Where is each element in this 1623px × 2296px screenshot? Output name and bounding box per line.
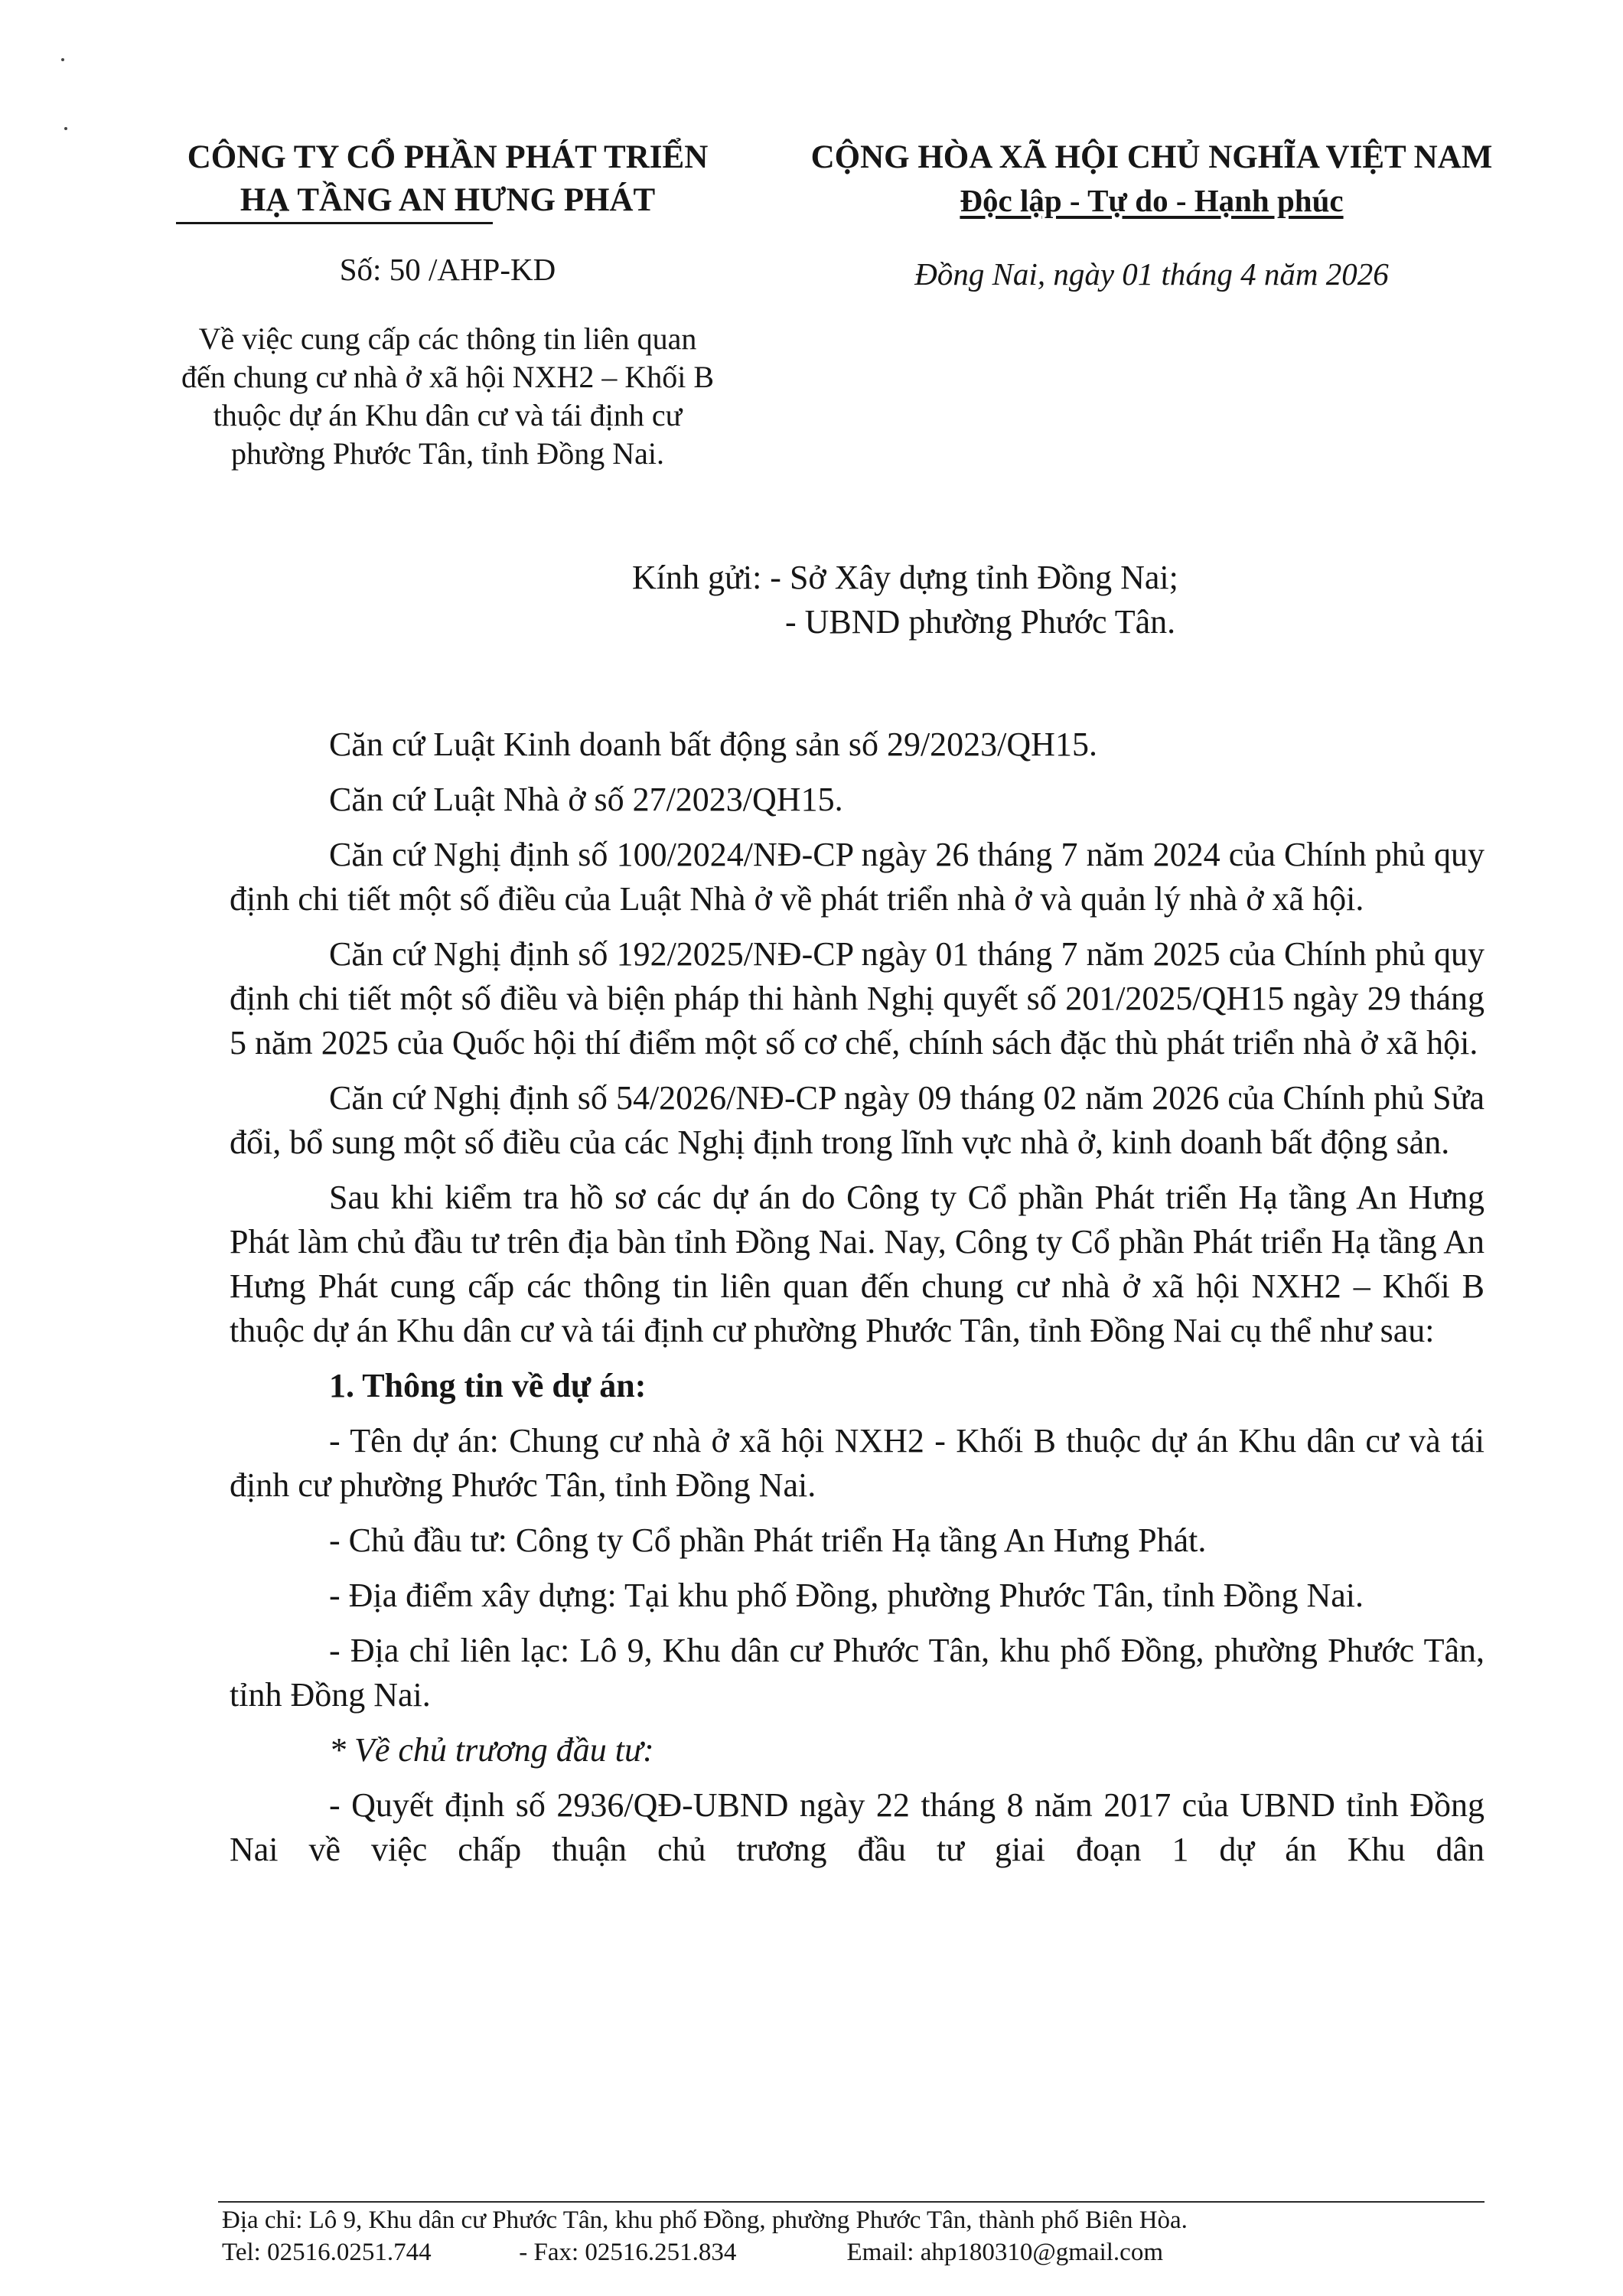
section-heading: 1. Thông tin về dự án: [329,1367,647,1404]
bullet-item: - Địa điểm xây dựng: Tại khu phố Đồng, phường Phước Tân, tỉnh Đồng Nai. [329,1577,1364,1614]
bullet-item: - Chủ đầu tư: Công ty Cổ phần Phát triển Hạ tầng An Hưng Phát. [329,1521,1207,1559]
country-name: CỘNG HÒA XÃ HỘI CHỦ NGHĨA VIỆT NAM [810,139,1493,175]
subject-line: phường Phước Tân, tỉnh Đồng Nai. [231,436,664,471]
document-date: Đồng Nai, ngày 01 tháng 4 năm 2026 [914,256,1389,292]
scan-speck [64,127,67,130]
company-name-line2: HẠ TẦNG AN HƯNG PHÁT [240,182,656,218]
national-motto: Độc lập - Tự do - Hạnh phúc [960,183,1344,218]
recipients-label: Kính gửi: [632,559,762,596]
footer-fax: - Fax: 02516.251.834 [519,2239,737,2266]
body-paragraph: Căn cứ Nghị định số 54/2026/NĐ-CP ngày 09 tháng 02 năm 2026 của Chính phủ Sửa đổi, bổ sung một số điều của các Nghị định trong lĩnh vực nhà ở, kinh doanh bất động sản. [230,1079,1484,1161]
document-subject [115,320,781,473]
company-underline [176,222,493,224]
body-paragraph: Căn cứ Nghị định số 100/2024/NĐ-CP ngày 26 tháng 7 năm 2024 của Chính phủ quy định chi tiết một số điều của Luật Nhà ở về phát triển nhà ở và quản lý nhà ở xã hội. [230,836,1484,918]
footer-tel: Tel: 02516.0251.744 [222,2239,432,2266]
footer [222,2204,1492,2268]
document-number: Số: 50 /AHP-KD [339,252,556,287]
body-paragraph: Căn cứ Luật Kinh doanh bất động sản số 29/2023/QH15. [329,726,1097,763]
scan-speck [61,58,64,61]
company-name-line1: CÔNG TY CỔ PHẦN PHÁT TRIỂN [187,139,709,175]
footer-address: Địa chỉ: Lô 9, Khu dân cư Phước Tân, khu phố Đồng, phường Phước Tân, thành phố Biên Hòa. [222,2206,1188,2234]
body-paragraph: Căn cứ Nghị định số 192/2025/NĐ-CP ngày 01 tháng 7 năm 2025 của Chính phủ quy định chi tiết một số điều và biện pháp thi hành Nghị quyết số 201/2025/QH15 ngày 29 tháng 5 năm 2025 của Quốc hội thí điểm một số cơ chế, chính sách đặc thù phát triển nhà ở xã hội. [230,935,1484,1062]
body-paragraph: Sau khi kiểm tra hồ sơ các dự án do Công ty Cổ phần Phát triển Hạ tầng An Hưng Phát làm chủ đầu tư trên địa bàn tỉnh Đồng Nai. Nay, Công ty Cổ phần Phát triển Hạ tầng An Hưng Phát cung cấp các thông tin liên quan đến chung cư nhà ở xã hội NXH2 – Khối B thuộc dự án Khu dân cư và tái định cư phường Phước Tân, tỉnh Đồng Nai cụ thể như sau: [230,1179,1484,1349]
company-block [115,136,781,291]
subject-line: thuộc dự án Khu dân cư và tái định cư [213,398,683,432]
recipient-item: - Sở Xây dựng tỉnh Đồng Nai; [770,559,1178,596]
subject-line: Về việc cung cấp các thông tin liên quan [198,321,697,356]
document-body [230,722,1484,1883]
sub-heading: * Về chủ trương đầu tư: [329,1731,654,1769]
footer-divider [218,2201,1484,2203]
bullet-item: - Địa chỉ liên lạc: Lô 9, Khu dân cư Phước Tân, khu phố Đồng, phường Phước Tân, tỉnh Đồng Nai. [230,1632,1484,1714]
recipient-item: - UBND phường Phước Tân. [785,603,1176,641]
national-heading [773,136,1530,295]
bullet-item: - Quyết định số 2936/QĐ-UBND ngày 22 tháng 8 năm 2017 của UBND tỉnh Đồng Nai về việc chấp thuận chủ trương đầu tư giai đoạn 1 dự án Khu dân [230,1786,1484,1868]
subject-line: đến chung cư nhà ở xã hội NXH2 – Khối B [181,360,715,394]
bullet-item: - Tên dự án: Chung cư nhà ở xã hội NXH2 - Khối B thuộc dự án Khu dân cư và tái định cư phường Phước Tân, tỉnh Đồng Nai. [230,1422,1484,1504]
body-paragraph: Căn cứ Luật Nhà ở số 27/2023/QH15. [329,781,843,818]
recipients [632,556,1178,644]
footer-email: Email: ahp180310@gmail.com [846,2239,1163,2266]
